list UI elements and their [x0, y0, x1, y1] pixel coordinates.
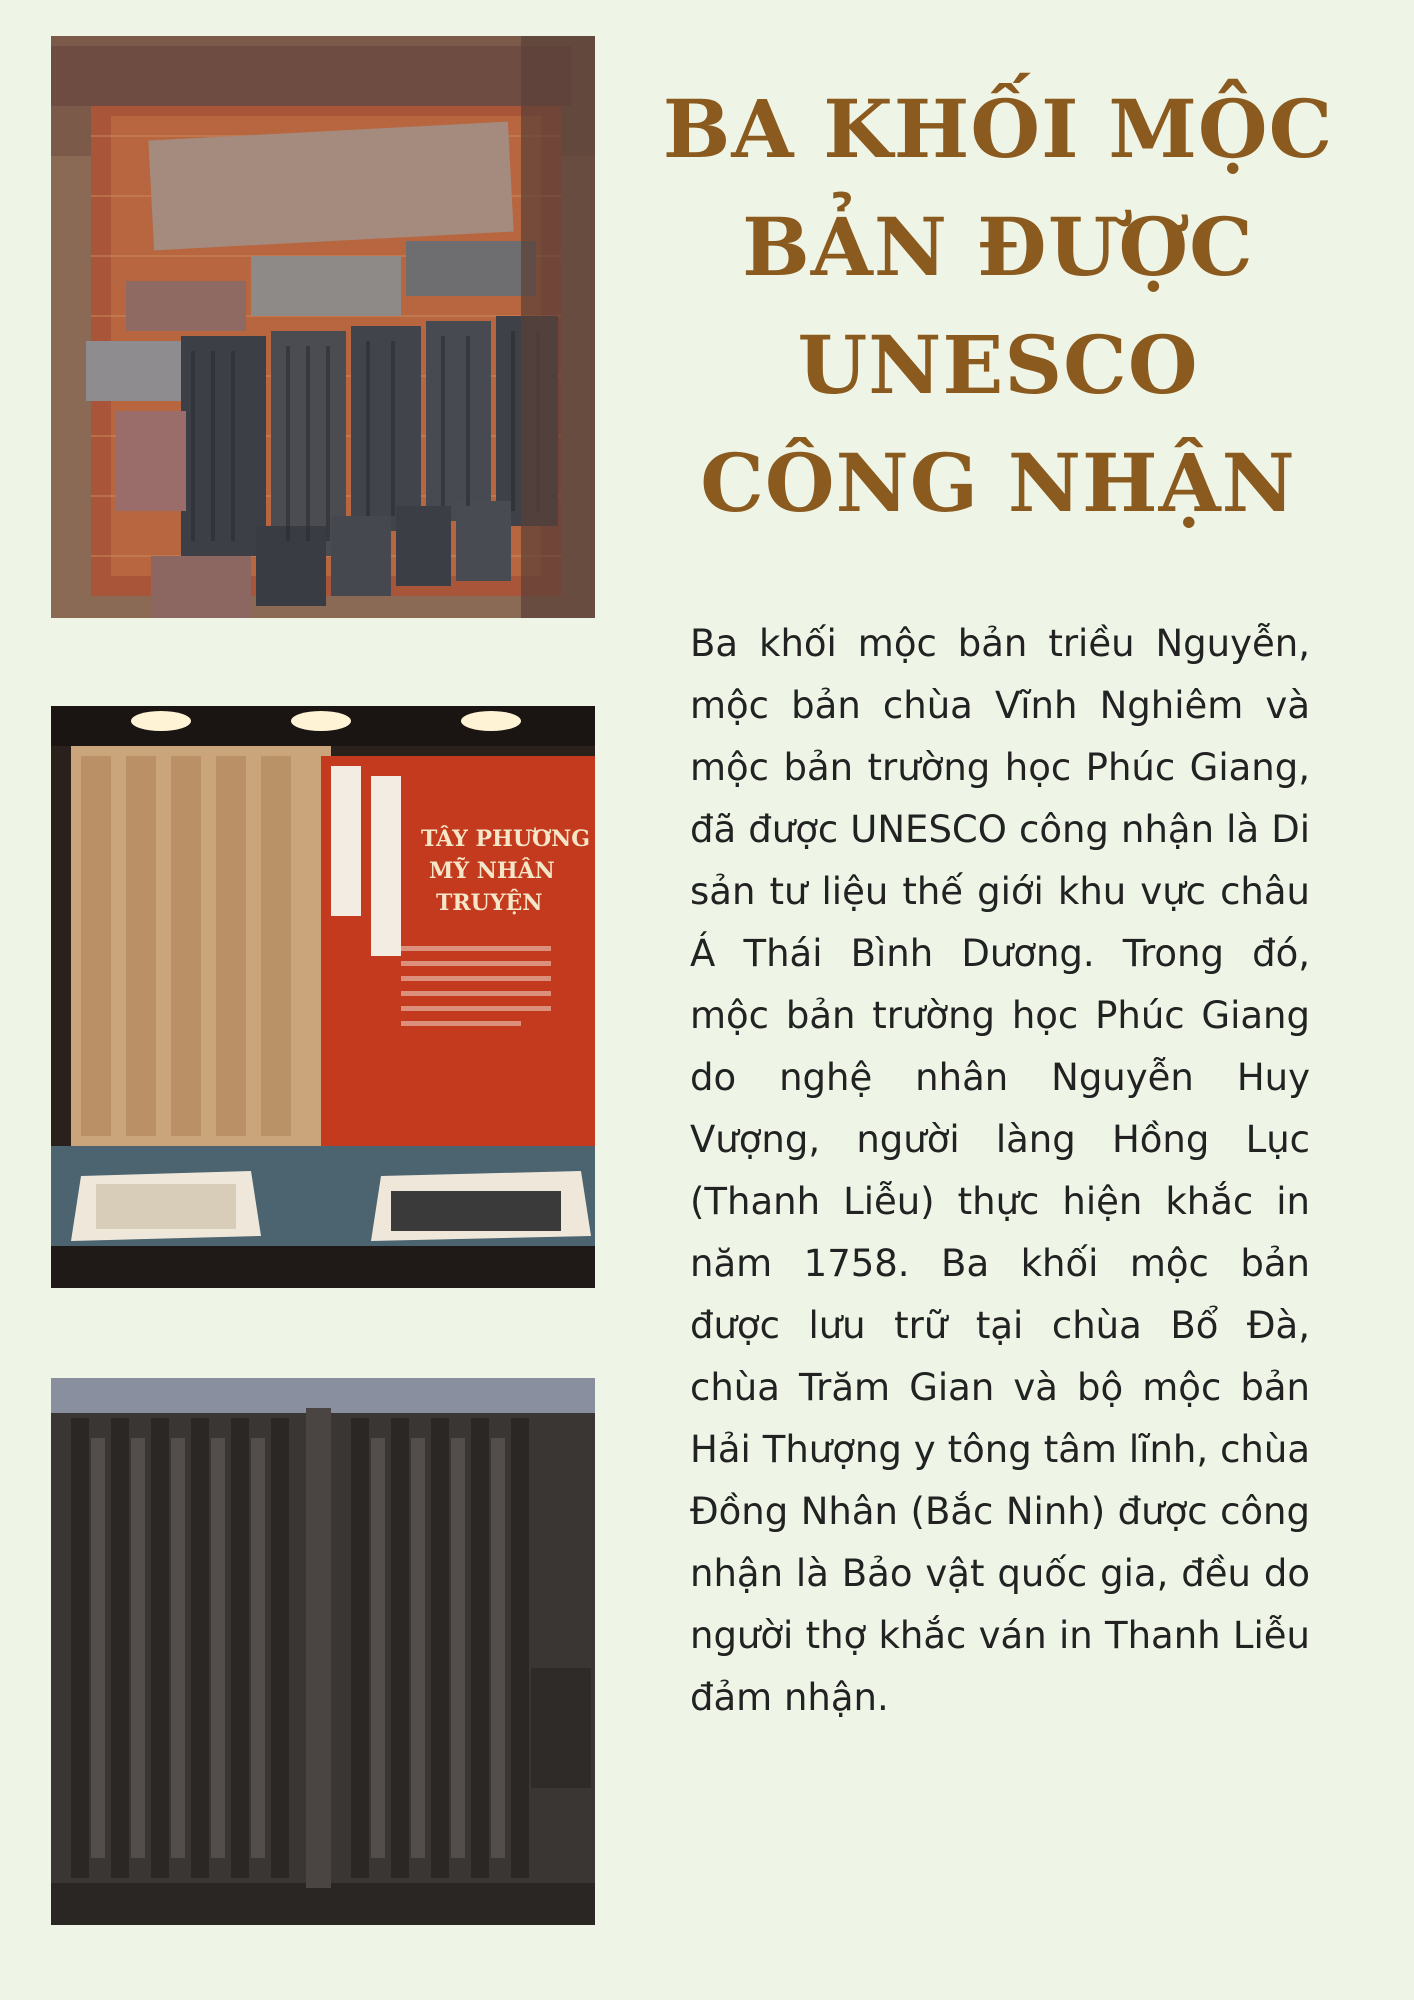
exhibit-sign-line2: MỸ NHÂN [429, 858, 555, 884]
article-body: Ba khối mộc bản triều Nguyễn, mộc bản chùa Vĩnh Nghiêm và mộc bản trường học Phúc Giang, đã được UNESCO công nhận là Di sản tư liệu thế giới khu vực châu Á Thái Bình Dương. Trong đó, mộc bản trường học Phúc Giang do nghệ nhân Nguyễn Huy Vượng, người làng Hồng Lục (Thanh Liễu) thực hiện khắc in năm 1758. Ba khối mộc bản được lưu trữ tại chùa Bổ Đà, chùa Trăm Gian và bộ mộc bản Hải Thượng y tông tâm lĩnh, chùa Đồng Nhân (Bắc Ninh) được công nhận là Bảo vật quốc gia, đều do người thợ khắc ván in Thanh Liễu đảm nhận. [690, 622, 1310, 1719]
museum-display-photo [51, 706, 595, 1288]
woodblocks-on-mat-photo [51, 36, 595, 618]
page-title: BA KHỐI MỘC BẢN ĐƯỢC UNESCO CÔNG NHẬN [662, 82, 1334, 530]
woodblock-closeup-photo [51, 1378, 595, 1925]
exhibit-sign-line1: TÂY PHƯƠNG [421, 826, 591, 852]
exhibit-sign-line3: TRUYỆN [436, 890, 543, 916]
